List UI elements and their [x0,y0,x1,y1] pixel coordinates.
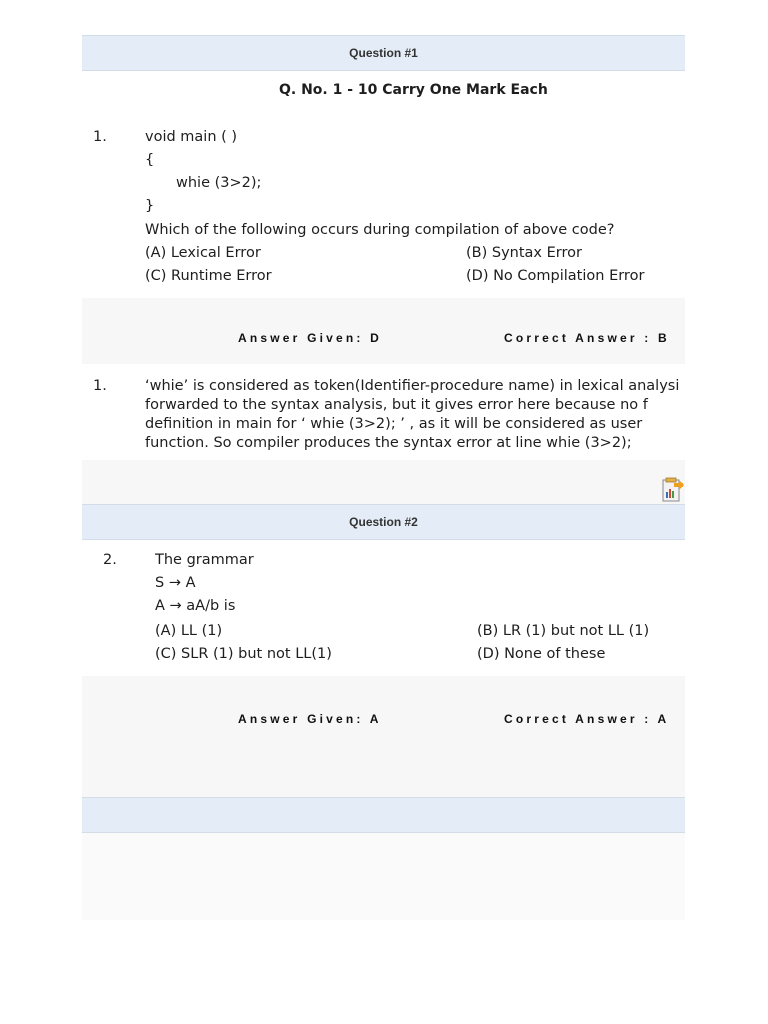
answer-given: Answer Given: D [238,331,383,345]
question-2-header: Question #2 [82,504,685,540]
question-line: A → aA/b is [155,598,236,614]
answer-panel [82,676,685,797]
explanation-footer [82,460,685,504]
report-icon[interactable] [662,477,684,503]
code-line: { [145,152,155,168]
question-number: 2. [103,552,117,568]
question-prompt: Which of the following occurs during compilation of above code? [145,222,615,238]
explanation-line: forwarded to the syntax analysis, but it gives error here because no f [145,397,648,413]
explanation-line: definition in main for ‘ whie (3>2); ’ , as it will be considered as user [145,416,643,432]
option-c: (C) SLR (1) but not LL(1) [155,646,332,662]
question-1-header: Question #1 [82,35,685,71]
question-line: S → A [155,575,196,591]
option-a: (A) LL (1) [155,623,223,639]
correct-answer: Correct Answer : A [504,712,670,726]
code-line: } [145,198,155,214]
answer-given: Answer Given: A [238,712,382,726]
explanation-number: 1. [93,378,107,394]
correct-answer: Correct Answer : B [504,331,670,345]
option-b: (B) LR (1) but not LL (1) [477,623,650,639]
code-line: void main ( ) [145,129,238,145]
code-line: whie (3>2); [176,175,262,191]
option-a: (A) Lexical Error [145,245,261,261]
option-b: (B) Syntax Error [466,245,582,261]
question-1-body [82,72,685,298]
question-2-body [82,540,685,676]
explanation-line: function. So compiler produces the syntax error at line whie (3>2); [145,435,632,451]
explanation [82,370,685,460]
question-line: The grammar [155,552,254,568]
option-d: (D) None of these [477,646,606,662]
explanation-line: ‘whie’ is considered as token(Identifier-procedure name) in lexical analysi [145,378,680,394]
section-title: Q. No. 1 - 10 Carry One Mark Each [279,82,548,98]
option-d: (D) No Compilation Error [466,268,645,284]
answer-panel [82,298,685,364]
question-3-body [82,833,685,920]
question-number: 1. [93,129,107,145]
option-c: (C) Runtime Error [145,268,272,284]
question-3-header [82,797,685,833]
